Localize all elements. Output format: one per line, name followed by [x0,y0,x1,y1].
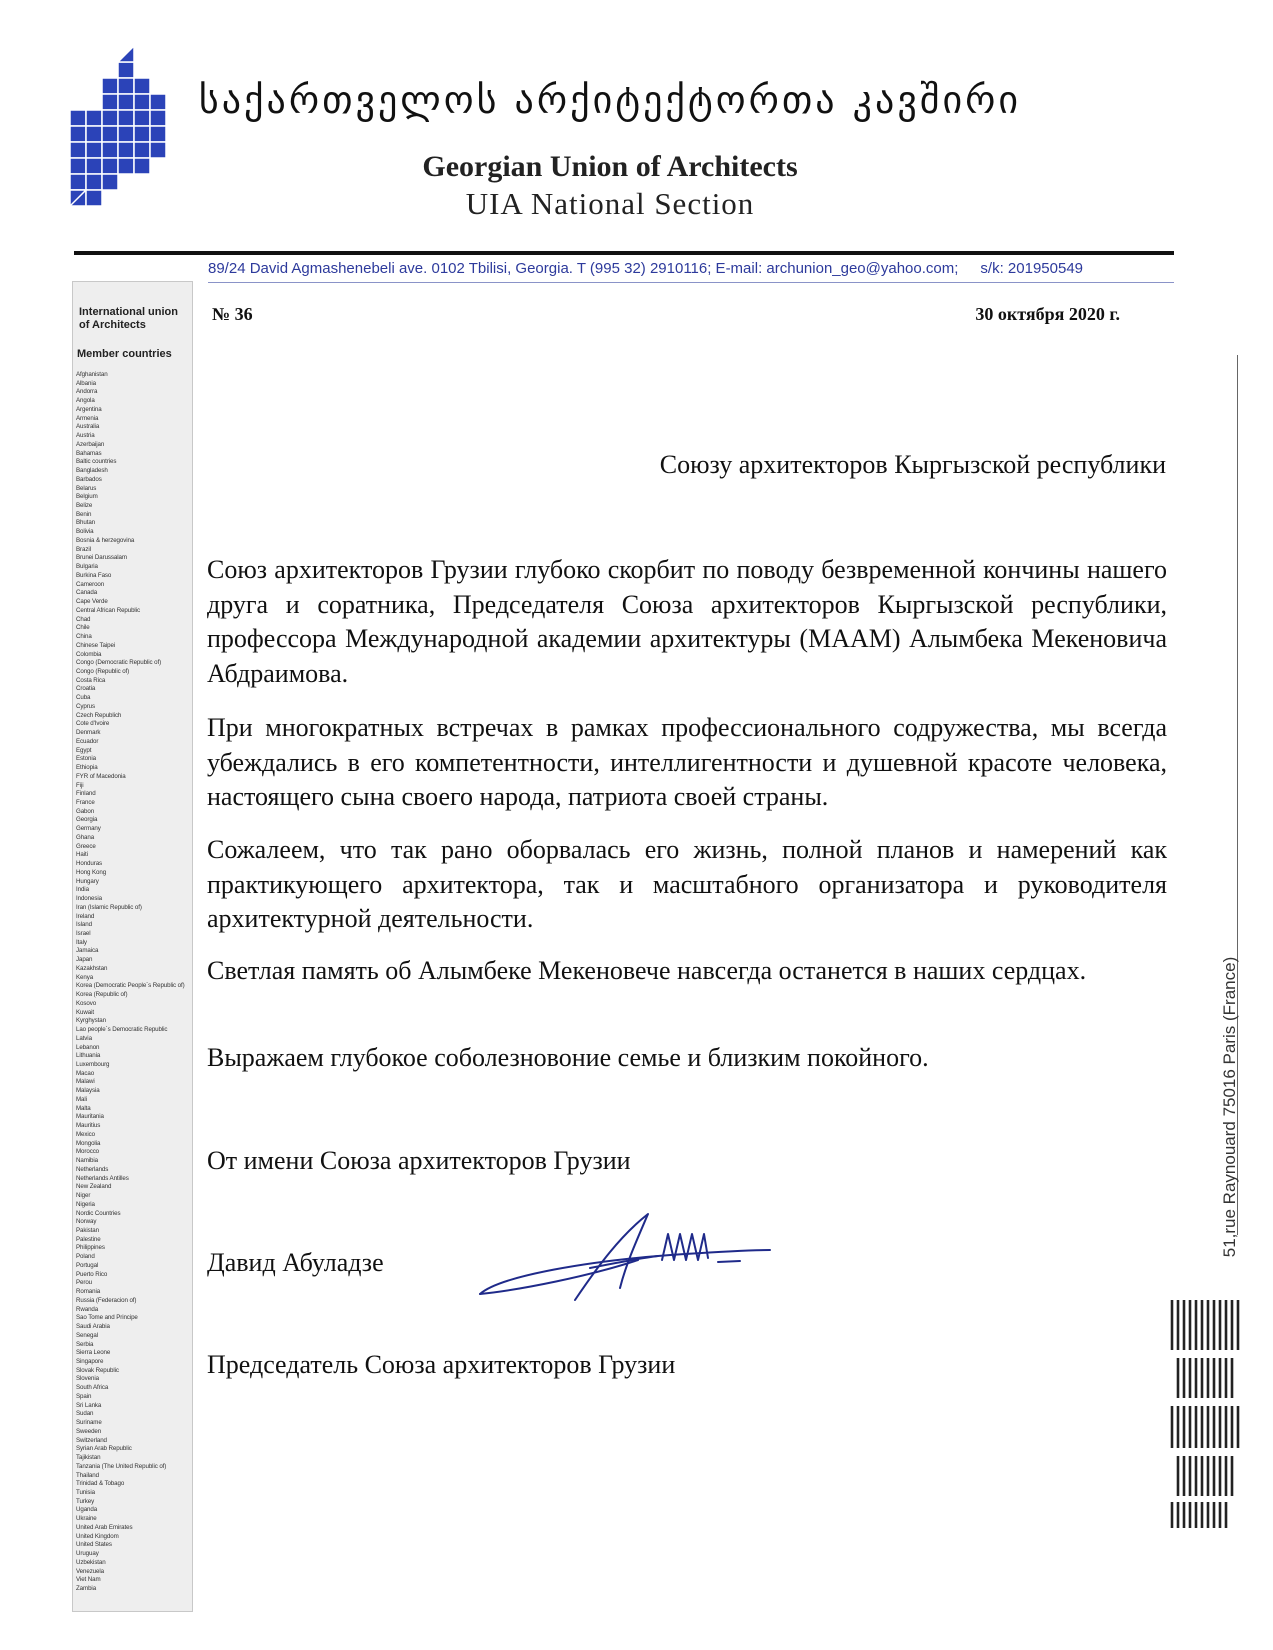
country-item: Norway [76,1218,97,1226]
country-item: Malawi [76,1078,95,1086]
country-item: Venezuela [76,1567,105,1575]
country-item: Indonesia [76,895,102,903]
country-item: Slovak Republic [76,1366,119,1374]
logo-square [102,174,118,190]
country-item: Colombia [76,650,102,658]
country-item: Island [76,921,92,929]
country-item: Turkey [76,1497,95,1505]
country-item: Fiji [76,781,84,789]
country-item: Congo (Republic of) [76,667,130,675]
country-item: Greece [76,842,96,850]
logo-square [134,78,150,94]
country-item: Netherlands Antilles [76,1174,129,1182]
sidebar-subheading: Member countries [77,348,172,360]
logo-square [134,158,150,174]
logo-square [102,142,118,158]
country-item: Mali [76,1095,87,1103]
logo-square [102,126,118,142]
country-item: Jamaica [76,947,99,955]
logo-square [70,174,86,190]
logo-square [150,94,166,110]
recipient: Союзу архитекторов Кыргызской республики [659,450,1166,479]
country-item: South Africa [76,1384,109,1392]
country-item: Bangladesh [76,467,108,475]
country-item: Estonia [76,755,96,763]
member-countries-sidebar [72,281,193,1612]
logo-tip [118,46,134,62]
country-item: Malta [76,1104,91,1112]
country-list [76,371,193,1594]
signer-title: Председатель Союза архитекторов Грузии [207,1350,676,1379]
country-item: Brazil [76,545,91,553]
country-item: Egypt [76,746,92,754]
country-item: Angola [76,397,95,405]
document-number: № 36 [212,304,253,324]
country-item: Sri Lanka [76,1401,102,1409]
country-item: Bosnia & herzegovina [76,536,135,544]
country-item: Senegal [76,1331,99,1339]
country-item: Slovenia [76,1375,99,1383]
country-item: Rwanda [76,1305,99,1313]
logo-square [102,158,118,174]
country-item: Tunisia [76,1489,96,1496]
country-item: Uruguay [76,1550,99,1558]
logo-square [134,110,150,126]
country-item: Hungary [76,877,99,885]
logo-square [86,158,102,174]
country-item: Bulgaria [76,563,98,571]
logo-square [134,142,150,158]
logo-square [150,126,166,142]
country-item: Morocco [76,1148,100,1156]
country-item: Finland [76,790,96,798]
country-item: Chad [76,615,91,623]
country-item: Tanzania (The United Republic of) [76,1462,167,1470]
country-item: Bolivia [76,528,94,536]
logo-square [150,142,166,158]
country-item: United Kingdom [76,1532,119,1540]
country-item: Lithuania [76,1052,101,1060]
country-item: Albania [76,379,96,387]
logo-square [118,158,134,174]
country-item: Niger [76,1192,91,1200]
country-item: Benin [76,510,92,518]
country-item: Kyrghystan [76,1017,106,1025]
address-text: 89/24 David Agmashenebeli ave. 0102 Tbilisi, Georgia. T (995 32) 2910116; E-mail: archunion_geo@yahoo.com; [208,260,959,277]
country-item: Latvia [76,1034,92,1042]
country-item: Mongolia [76,1139,101,1147]
uia-logo [1168,1298,1241,1530]
country-item: Georgia [76,816,98,824]
country-item: Hong Kong [76,868,107,876]
country-item: Macao [76,1069,95,1077]
country-item: Canada [76,589,98,597]
country-item: Netherlands [76,1165,109,1173]
logo-square [70,110,86,126]
country-item: Afghanistan [76,371,108,378]
country-item: India [76,886,89,894]
country-item: Ecuador [76,737,99,745]
country-item: China [76,633,92,641]
country-item: Cape Verde [76,598,108,606]
country-item: Costa Rica [76,676,106,684]
country-item: Belarus [76,484,97,492]
country-item: Syrian Arab Republic [76,1445,132,1453]
country-item: Philippines [76,1244,105,1252]
country-item: Lebanon [76,1043,100,1051]
logo-square [70,142,86,158]
country-item: Pakistan [76,1226,99,1234]
country-item: Malaysia [76,1087,100,1095]
country-item: Australia [76,423,100,431]
country-item: Sao Tome and Principe [76,1314,138,1322]
header-rule [74,251,1174,255]
country-item: Cyprus [76,702,95,710]
country-item: Ireland [76,912,95,920]
country-item: Baltic countries [76,458,117,466]
country-item: New Zealand [76,1183,112,1191]
country-item: Haiti [76,851,88,859]
paragraph-4: Светлая память об Алымбеке Мекеновече навсегда останется в наших сердцах. [207,956,1087,985]
logo-square [118,126,134,142]
logo-square [118,78,134,94]
logo-square [118,62,134,78]
country-item: Argentina [76,405,102,413]
handwritten-signature [470,1210,780,1305]
country-item: Czech Republich [76,711,122,719]
logo-square [70,126,86,142]
logo-square [86,110,102,126]
logo-square [118,110,134,126]
country-item: Mauritania [76,1113,104,1121]
logo-square [134,126,150,142]
country-item: Kuwait [76,1008,94,1016]
country-item: Kosovo [76,999,97,1007]
country-item: Nordic Countries [76,1209,121,1217]
sign-from: От имени Союза архитекторов Грузии [207,1146,631,1175]
logo-square [102,78,118,94]
country-item: Russia (Federacion of) [76,1296,137,1304]
paragraph-3: Сожалеем, что так рано оборвалась его жизнь, полной планов и намерений как практикующего архитектора, так и масштабного организатора и руководителя архитектурной деятельности. [207,835,1167,933]
country-item: Tajikistan [76,1454,101,1462]
logo-square [118,142,134,158]
country-item: Puerto Rico [76,1270,108,1278]
country-item: Chinese Taipei [76,641,116,649]
sk-number: s/k: 201950549 [980,260,1084,277]
signer-name: Давид Абуладзе [207,1248,384,1277]
country-item: Bahamas [76,449,102,457]
country-item: Chile [76,624,90,632]
logo-square [86,126,102,142]
country-item: Honduras [76,860,103,868]
country-item: Burkina Faso [76,571,112,579]
country-item: Andorra [76,388,98,396]
country-item: Cote d'Ivoire [76,720,110,728]
country-item: Austria [76,432,95,440]
country-item: Brunei Darussalam [76,554,127,562]
document-date: 30 октября 2020 г. [975,304,1120,324]
country-item: Italy [76,938,87,946]
country-item: Lao people`s Democratic Republic [76,1026,168,1034]
country-item: Armenia [76,414,99,422]
country-item: Sweeden [76,1427,102,1435]
uia-address: 51,rue Raynouard 75016 Paris (France) [1220,956,1239,1258]
country-item: Spain [76,1392,92,1400]
country-item: Belize [76,502,93,510]
country-item: Mauritius [76,1122,101,1130]
address-rule [208,282,1174,283]
country-item: Thailand [76,1471,99,1479]
country-item: Serbia [76,1340,94,1348]
country-item: Palestine [76,1235,101,1243]
country-item: Nigeria [76,1200,95,1208]
country-item: Kazakhstan [76,964,108,972]
logo-square [86,142,102,158]
country-item: Portugal [76,1261,99,1269]
country-item: Cameroon [76,580,105,588]
country-item: Luxembourg [76,1061,110,1069]
country-item: Mexico [76,1130,95,1138]
country-item: Iran (Islamic Republic of) [76,903,142,911]
logo-square [150,110,166,126]
country-item: Bhutan [76,519,96,527]
country-item: Sierra Leone [76,1349,111,1357]
country-item: Poland [76,1253,95,1261]
country-item: Romania [76,1288,101,1296]
country-item: Perou [76,1279,93,1287]
country-item: Barbados [76,475,102,483]
country-item: Denmark [76,729,101,737]
country-item: Central African Republic [76,606,140,614]
logo-square [102,94,118,110]
logo-square [102,110,118,126]
country-item: United Arab Emirates [76,1523,133,1531]
logo-square [70,158,86,174]
country-item: Belgium [76,493,98,501]
title-georgian: საქართველოს არქიტექტორთა კავშირი [198,78,1022,122]
country-item: France [76,798,95,806]
country-item: Switzerland [76,1436,107,1444]
country-item: Uzbekistan [76,1558,106,1566]
country-item: Namibia [76,1157,98,1165]
country-item: Singapore [76,1357,104,1365]
country-item: FYR of Macedonia [76,772,126,780]
country-item: Croatia [76,685,96,693]
country-item: Korea (Republic of) [76,991,128,999]
country-item: Zambia [76,1585,97,1593]
subtitle-english: UIA National Section [465,186,755,221]
country-item: Japan [76,956,93,964]
logo-square [86,174,102,190]
country-item: Saudi Arabia [76,1323,110,1331]
address-line [208,260,1174,277]
country-item: Gabon [76,807,95,815]
country-item: Suriname [76,1419,102,1427]
country-item: Viet Nam [76,1576,101,1584]
union-logo [70,36,166,208]
country-item: Azerbaijan [76,440,105,448]
logo-square [134,94,150,110]
country-item: Trinidad & Tobago [76,1480,125,1488]
country-item: Germany [76,825,101,833]
country-item: Ukraine [76,1515,97,1523]
country-item: United States [76,1541,112,1549]
logo-square [118,94,134,110]
country-item: Korea (Democratic People`s Republic of) [76,982,185,990]
title-english: Georgian Union of Architects [422,150,798,183]
country-item: Cuba [76,694,91,702]
country-item: Ghana [76,833,95,841]
paragraph-1: Союз архитекторов Грузии глубоко скорбит по поводу безвременной кончины нашего друга и соратника, Председателя Союза архитекторов Кыргызской республики, профессора Международной академии архитектуры (МААМ) Алымбека Мекеновича Абдраимова. [207,555,1167,688]
country-item: Sudan [76,1410,94,1418]
country-item: Kenya [76,973,94,981]
paragraph-5: Выражаем глубокое соболезновоние семье и близким покойного. [207,1043,929,1072]
country-item: Ethiopia [76,764,98,772]
paragraph-2: При многократных встречах в рамках профессионального содружества, мы всегда убеждались в его компетентности, интеллигентности и душевной красоте человека, настоящего сына своего народа, патриота своей страны. [207,713,1167,811]
logo-square [86,190,102,206]
sidebar-heading: International union of Architects [79,306,178,331]
country-item: Israel [76,930,91,937]
country-item: Congo (Democratic Republic of) [76,659,162,667]
country-item: Uganda [76,1506,98,1514]
